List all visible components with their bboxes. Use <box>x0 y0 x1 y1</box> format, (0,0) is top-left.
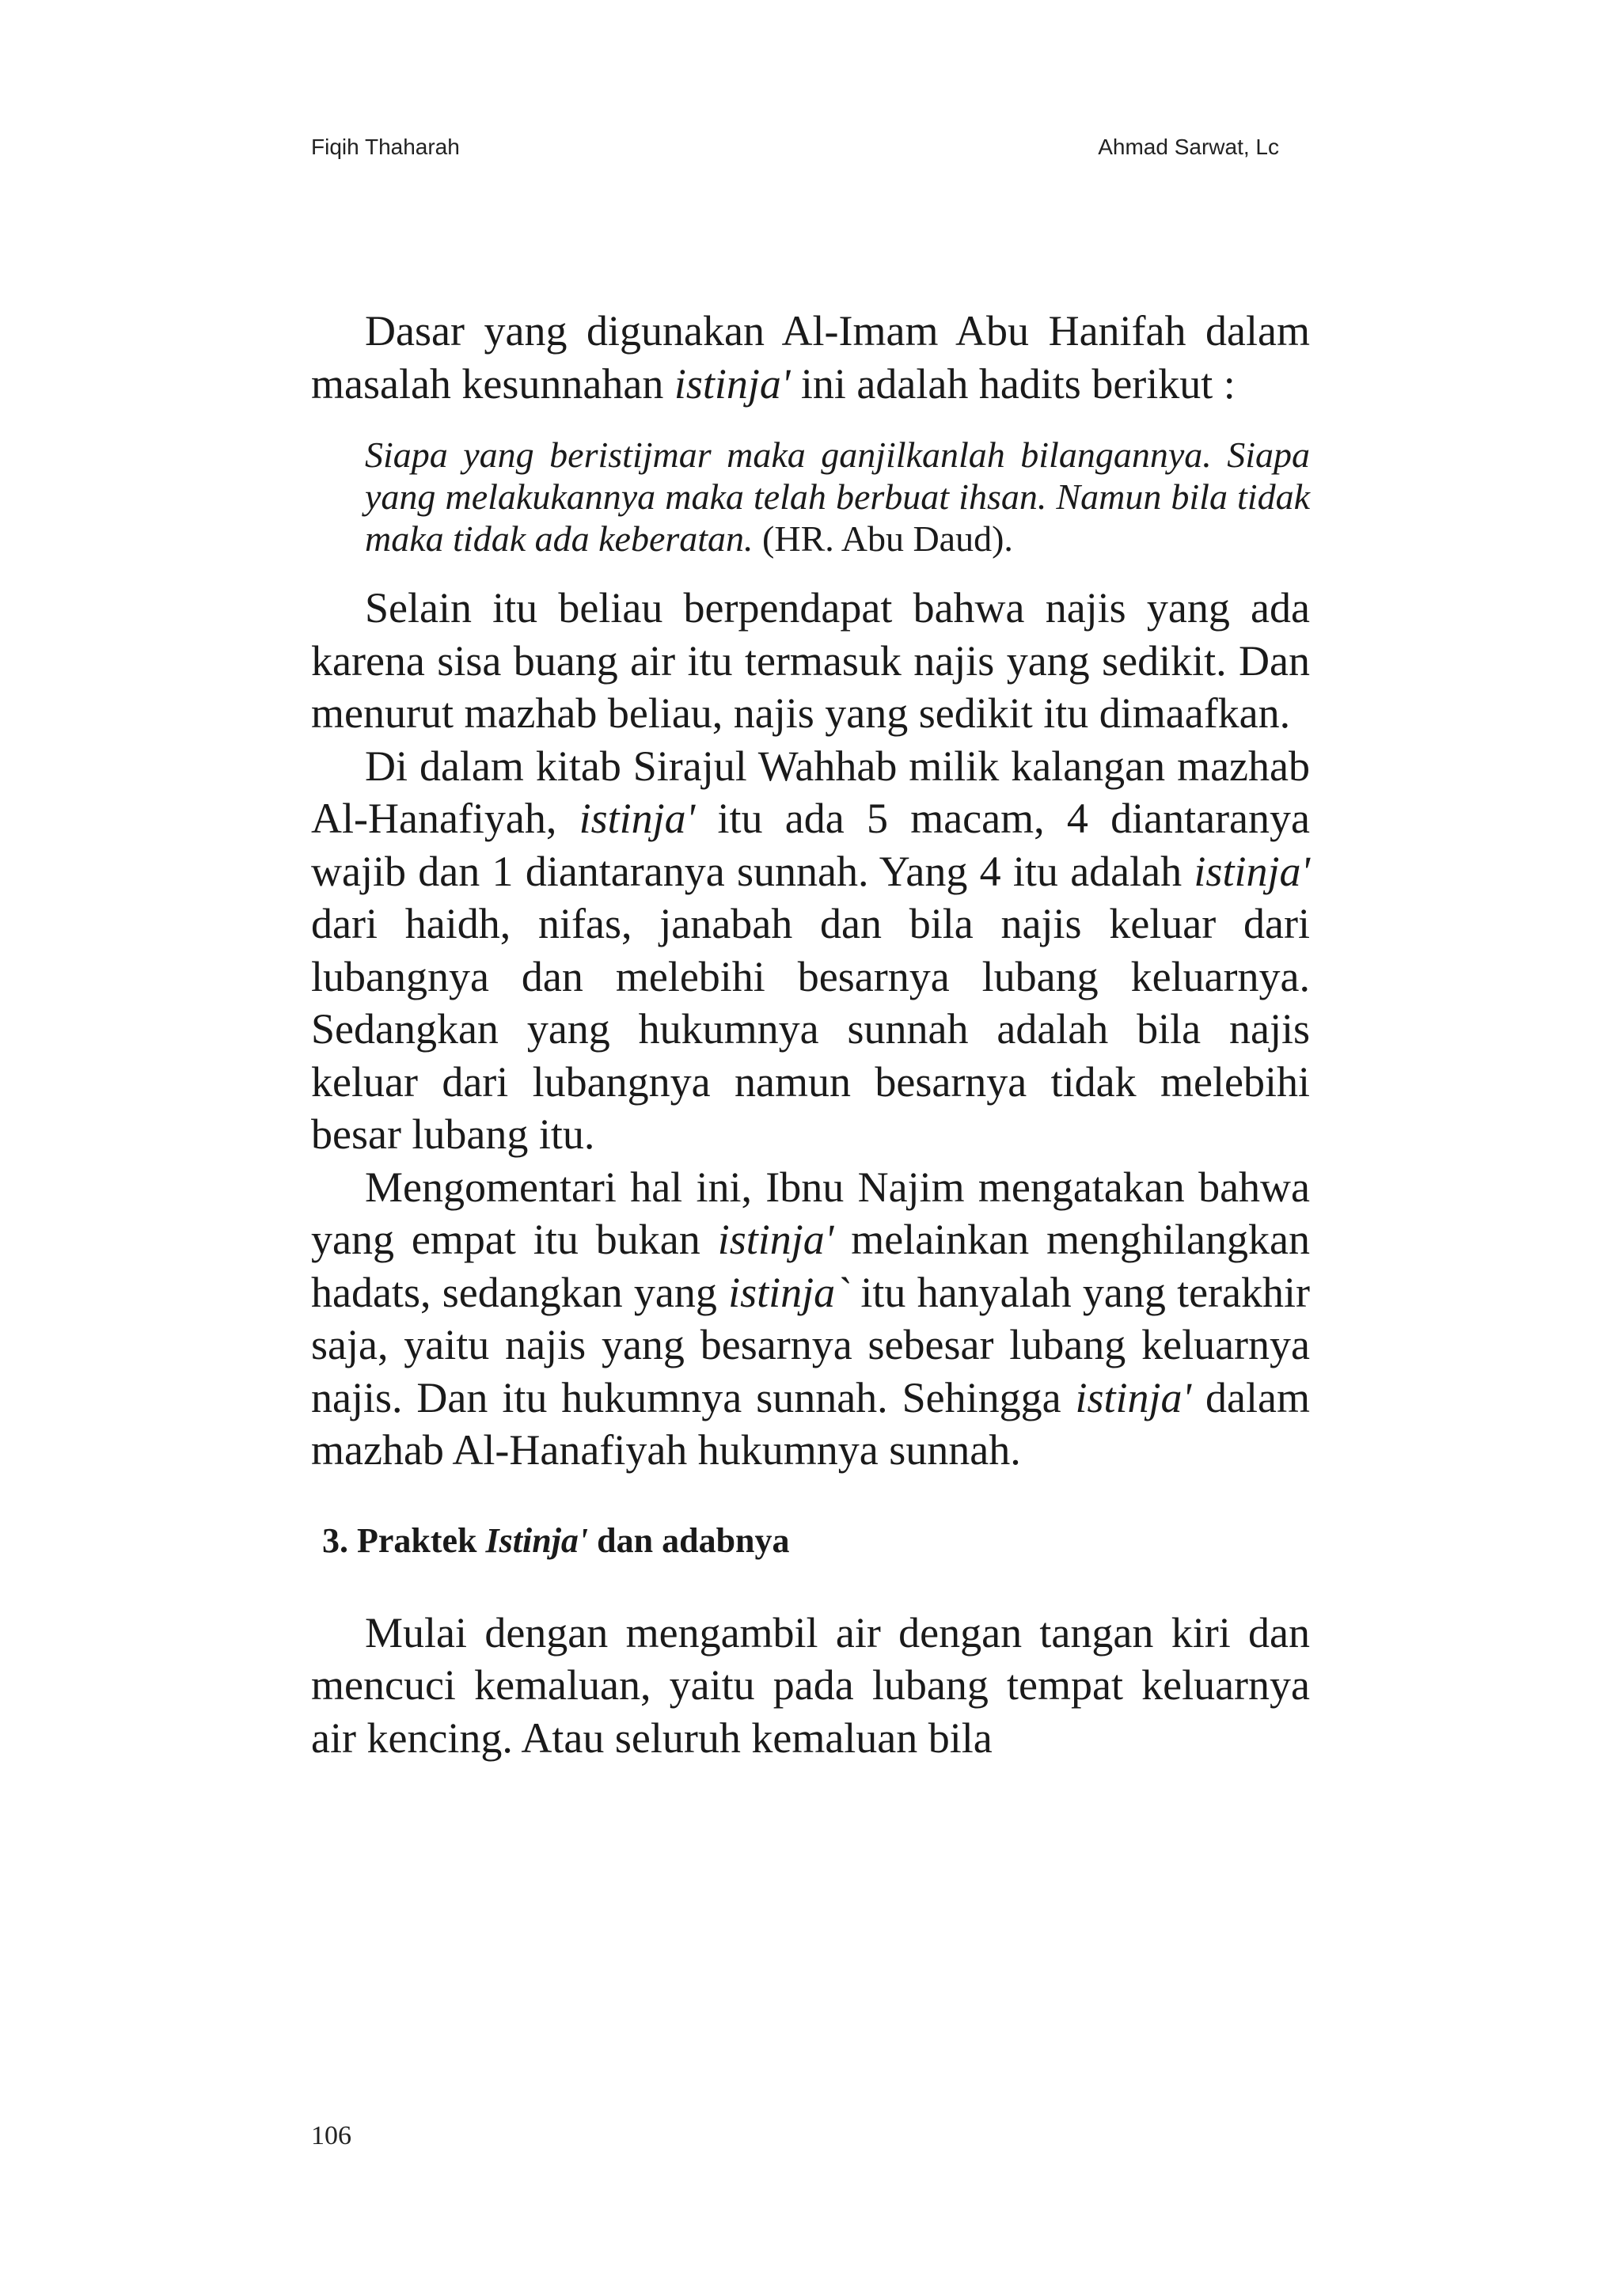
term-istinja: istinja' <box>674 359 791 408</box>
paragraph-3-text-b: itu ada 5 macam, 4 diantaranya wajib dan 1 diantaranya sunnah. Yang 4 itu adalah <box>311 795 1310 895</box>
page-body <box>311 305 1310 1764</box>
paragraph-4-text-d: dalam mazhab Al-Hanafiyah hukumnya sunnah. <box>311 1373 1310 1474</box>
hadith-reference: (HR. Abu Daud). <box>753 518 1013 559</box>
term-istinja: istinja' <box>579 795 696 842</box>
paragraph-4-text-b: melainkan menghilangkan hadats, sedangkan yang <box>311 1216 1310 1316</box>
paragraph-1 <box>311 305 1310 410</box>
section-heading-rest: dan adabnya <box>588 1520 790 1560</box>
running-head-author: Ahmad Sarwat, Lc <box>1098 135 1279 159</box>
paragraph-3-text-a: Di dalam kitab Sirajul Wahhab milik kalangan mazhab Al-Hanafiyah, <box>311 742 1310 842</box>
section-heading-number: 3. Praktek <box>322 1520 486 1560</box>
hadith-quote <box>365 434 1310 560</box>
paragraph-4-text-c: itu hanyalah yang terakhir saja, yaitu najis yang besarnya sebesar lubang keluarnya najis. Dan itu hukumnya sunnah. Sehingga <box>311 1268 1310 1421</box>
running-head-book-title: Fiqih Thaharah <box>311 135 460 159</box>
paragraph-5: Mulai dengan mengambil air dengan tangan kiri dan mencuci kemaluan, yaitu pada lubang tempat keluarnya air kencing. Atau seluruh kemaluan bila <box>311 1608 1310 1762</box>
section-heading-term: Istinja' <box>485 1520 589 1560</box>
page-number: 106 <box>311 2121 351 2150</box>
paragraph-4 <box>311 1161 1310 1477</box>
term-istinja: istinja` <box>728 1268 850 1316</box>
term-istinja: istinja' <box>1075 1373 1192 1421</box>
hadith-quote-text: Siapa yang beristijmar maka ganjilkanlah bilangannya. Siapa yang melakukannya maka telah berbuat ihsan. Namun bila tidak maka tidak ada keberatan. <box>365 435 1310 559</box>
term-istinja: istinja' <box>717 1216 834 1263</box>
paragraph-4-text-a: Mengomentari hal ini, Ibnu Najim mengatakan bahwa yang empat itu bukan <box>311 1163 1310 1263</box>
paragraph-3-text-c: dari haidh, nifas, janabah dan bila najis keluar dari lubangnya dan melebihi besarnya lubang keluarnya. Sedangkan yang hukumnya sunnah adalah bila najis keluar dari lubangnya namun besarnya tidak melebihi besar lubang itu. <box>311 900 1310 1158</box>
paragraph-1-text-a: Dasar yang digunakan Al-Imam Abu Hanifah dalam masalah kesunnahan <box>311 307 1310 408</box>
paragraph-3 <box>311 740 1310 1161</box>
term-istinja: istinja' <box>1194 847 1310 895</box>
paragraph-1-text-b: ini adalah hadits berikut : <box>790 359 1236 408</box>
section-heading <box>322 1515 1310 1567</box>
paragraph-2: Selain itu beliau berpendapat bahwa najis yang ada karena sisa buang air itu termasuk najis yang sedikit. Dan menurut mazhab beliau, najis yang sedikit itu dimaafkan. <box>311 584 1310 737</box>
